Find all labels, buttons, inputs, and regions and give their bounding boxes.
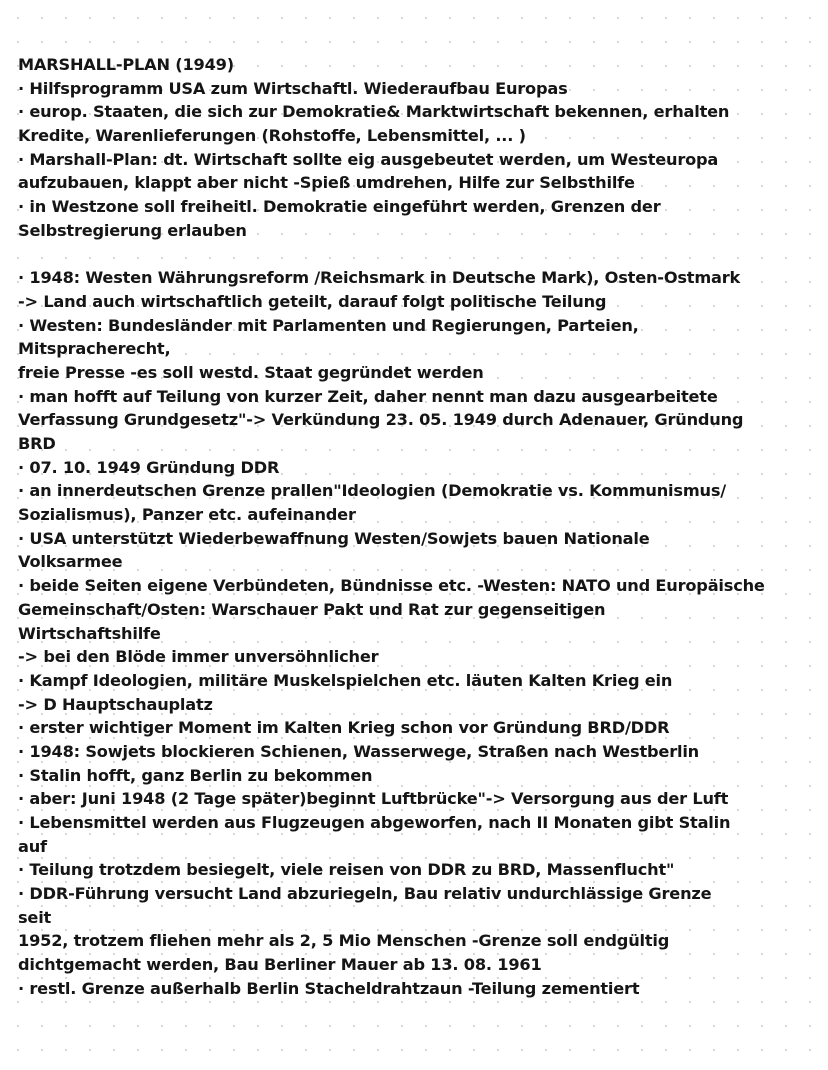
note-line: · Lebensmittel werden aus Flugzeugen abgeworfen, nach II Monaten gibt Stalin [18, 813, 731, 832]
handwritten-note [18, 53, 818, 1001]
note-line: · beide Seiten eigene Verbündeten, Bündnisse etc. -Westen: NATO und Europäische [18, 576, 765, 596]
note-line: dichtgemacht werden, Bau Berliner Mauer ab 13. 08. 1961 [18, 955, 542, 975]
note-line: · Teilung trotzdem besiegelt, viele reisen von DDR zu BRD, Massenflucht" [18, 860, 675, 880]
note-line: · Kampf Ideologien, militäre Muskelspielchen etc. läuten Kalten Krieg ein [18, 670, 673, 690]
note-line: Selbstregierung erlauben [18, 220, 247, 240]
note-line: · 07. 10. 1949 Gründung DDR [18, 457, 280, 477]
note-line: -> D Hauptschauplatz [18, 694, 213, 714]
note-line: · in Westzone soll freiheitl. Demokratie eingeführt werden, Grenzen der [18, 197, 661, 217]
paragraph-gap [18, 243, 818, 267]
note-line: · europ. Staaten, die sich zur Demokratie& Marktwirtschaft bekennen, erhalten [18, 102, 730, 122]
note-line: · 1948: Westen Währungsreform /Reichsmark in Deutsche Mark), Osten-Ostmark [18, 268, 741, 288]
division-section [18, 266, 818, 1000]
note-line: · Westen: Bundesländer mit Parlamenten und Regierungen, Parteien, [18, 315, 639, 335]
note-line: auf [18, 836, 47, 856]
note-line: seit [18, 907, 52, 927]
note-title: MARSHALL-PLAN (1949) [18, 55, 234, 74]
note-line: Sozialismus), Panzer etc. aufeinander [18, 505, 356, 525]
note-line: -> bei den Blöde immer unversöhnlicher [18, 647, 379, 667]
note-line: · Hilfsprogramm USA zum Wirtschaftl. Wiederaufbau Europas [18, 78, 568, 98]
note-line: Wirtschaftshilfe [18, 623, 161, 643]
note-line: · USA unterstützt Wiederbewaffnung Westen/Sowjets bauen Nationale [18, 528, 650, 548]
note-line: Verfassung Grundgesetz"-> Verkündung 23. 05. 1949 durch Adenauer, Gründung [18, 410, 744, 430]
note-line: Kredite, Warenlieferungen (Rohstoffe, Lebensmittel, ... ) [18, 126, 526, 146]
note-line: Mitspracherecht, [18, 339, 171, 359]
note-line: Gemeinschaft/Osten: Warschauer Pakt und Rat zur gegenseitigen [18, 599, 606, 619]
note-line: aufzubauen, klappt aber nicht -Spieß umdrehen, Hilfe zur Selbsthilfe [18, 173, 635, 193]
marshall-plan-section [18, 77, 818, 243]
note-line: · erster wichtiger Moment im Kalten Krieg schon vor Gründung BRD/DDR [18, 718, 670, 738]
note-line: -> Land auch wirtschaftlich geteilt, darauf folgt politische Teilung [18, 291, 607, 311]
note-line: 1952, trotzem fliehen mehr als 2, 5 Mio Menschen -Grenze soll endgültig [18, 931, 670, 951]
note-line: BRD [18, 434, 56, 453]
note-line: freie Presse -es soll westd. Staat gegründet werden [18, 362, 484, 382]
note-line: · 1948: Sowjets blockieren Schienen, Wasserwege, Straßen nach Westberlin [18, 741, 700, 761]
note-line: · man hofft auf Teilung von kurzer Zeit, daher nennt man dazu ausgearbeitete [18, 386, 718, 406]
note-line: · Marshall-Plan: dt. Wirtschaft sollte eig ausgebeutet werden, um Westeuropa [18, 149, 719, 169]
note-line: · Stalin hofft, ganz Berlin zu bekommen [18, 765, 373, 785]
note-line: · aber: Juni 1948 (2 Tage später)beginnt Luftbrücke"-> Versorgung aus der Luft [18, 789, 729, 809]
note-line: Volksarmee [18, 552, 123, 572]
note-line: · DDR-Führung versucht Land abzuriegeln, Bau relativ undurchlässige Grenze [18, 884, 712, 904]
note-line: · restl. Grenze außerhalb Berlin Stacheldrahtzaun -Teilung zementiert [18, 978, 640, 998]
note-line: · an innerdeutschen Grenze prallen"Ideologien (Demokratie vs. Kommunismus/ [18, 481, 726, 501]
